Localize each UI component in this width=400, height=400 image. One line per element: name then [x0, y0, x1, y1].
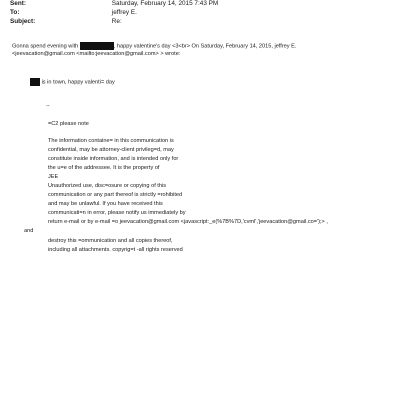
disclaimer-line: and may be unlawful. If you have received this: [48, 201, 163, 207]
dashes: --: [46, 103, 50, 109]
intro-line-2: <jeevacation@gmail.com <mailto:jeevacation@gmail.com> > wrote:: [12, 51, 181, 57]
to-row: [10, 9, 137, 17]
disclaimer-line: the u=e of the addressee. It is the property of: [48, 165, 160, 171]
to-label: To:: [10, 9, 20, 16]
subject-label: Subject:: [10, 18, 36, 25]
sent-label: Sent:: [10, 0, 26, 7]
redaction-block: [80, 42, 114, 50]
intro-line-1: [12, 42, 296, 50]
disclaimer-line: Unauthorized use, disc=osure or copying of this: [48, 183, 167, 189]
disclaimer-line: return e-mail or by e-mail =o jeevacation@gmail.com <javascript:_e(%7B%7D,'cvml','jeevacation@gmail.co=');> ,: [48, 219, 328, 225]
and-word: and: [24, 228, 34, 234]
subject-row: [10, 18, 122, 26]
quote-text: is in town, happy valenti= day: [41, 79, 115, 86]
disclaimer-line: The information containe= in this communication is: [48, 138, 174, 144]
disclaimer-line: constitute inside information, and is intended only for: [48, 156, 179, 162]
disclaimer-line: communicati=n in error, please notify us immediately by: [48, 210, 186, 216]
subject-value: Re:: [111, 18, 122, 25]
disclaimer-line: communication or any part thereof is strictly =rohibited: [48, 192, 183, 198]
sent-value: Saturday, February 14, 2015 7:43 PM: [111, 0, 219, 7]
closing-line: including all attachments. copyrig=t -all rights reserved: [48, 247, 183, 253]
disclaimer-line: JEE: [48, 174, 59, 180]
sent-row: [10, 0, 218, 8]
redaction-block: [30, 78, 40, 86]
quote-line: [30, 78, 115, 86]
intro-before: Gonna spend evening with: [12, 43, 79, 50]
disclaimer-line: confidential, may be attorney-client privileg=d, may: [48, 147, 174, 153]
c2-note: =C2 please note: [48, 121, 89, 127]
to-value: jeffrey E.: [111, 9, 137, 16]
closing-line: destroy this =ommunication and all copies thereof,: [48, 238, 173, 244]
intro-after: , happy valentine's day <3<br> On Saturday, February 14, 2015, jeffrey E.: [113, 43, 297, 50]
